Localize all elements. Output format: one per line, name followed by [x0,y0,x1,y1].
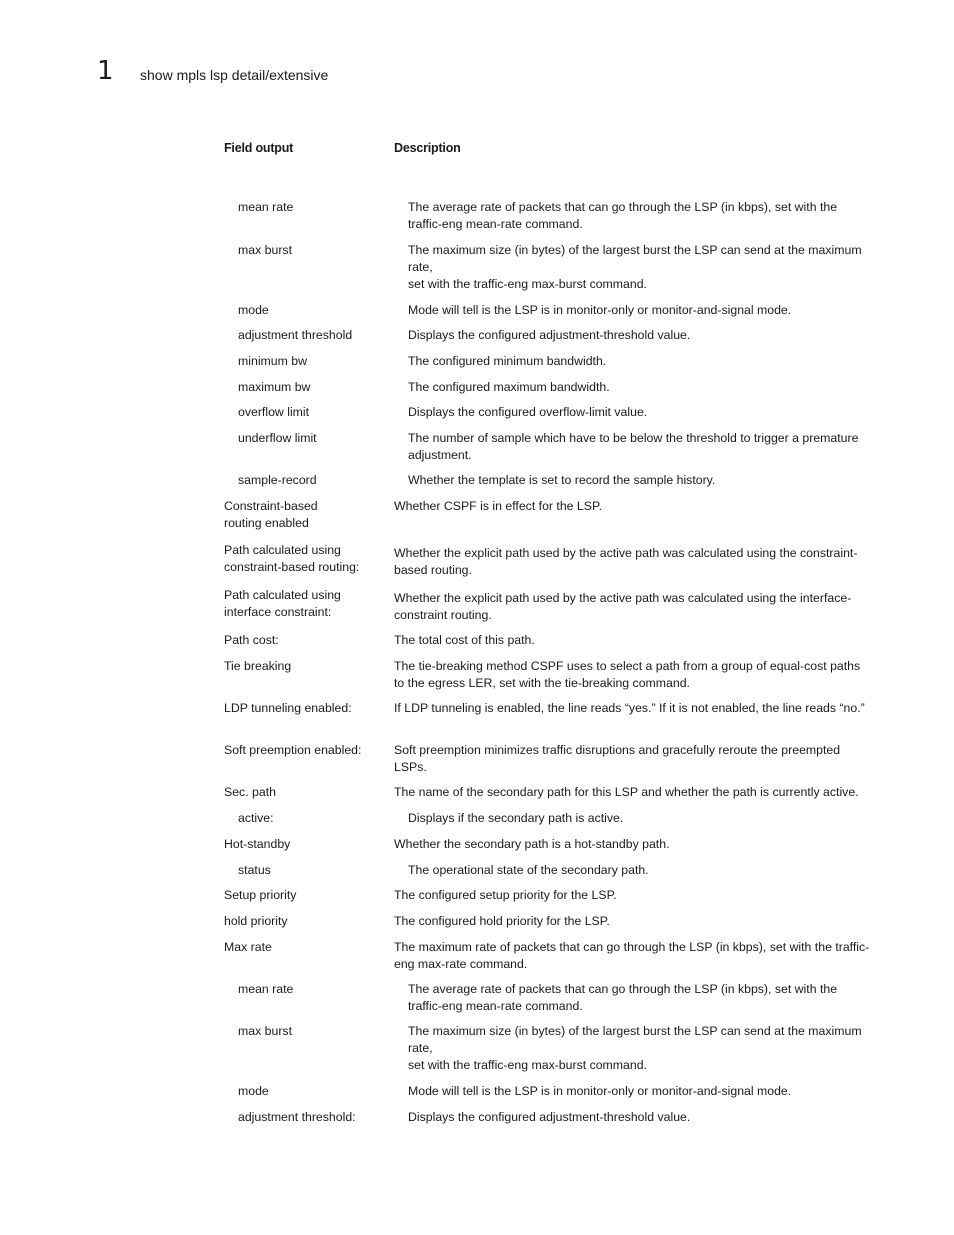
field-description [408,327,870,344]
description-line: The configured maximum bandwidth. [408,380,610,394]
description-line: The total cost of this path. [394,633,535,647]
description-line: Whether the explicit path used by the active path was calculated using the interface-constraint routing. [394,591,852,622]
field-name-line: Sec. path [224,785,276,799]
field-name-line: Hot-standby [224,837,291,851]
field-description [408,1109,870,1126]
field-name [224,404,408,421]
table-row [224,784,870,801]
field-name [224,1023,408,1040]
table-row [224,658,870,692]
column-header-description: Description [394,141,461,155]
description-line: set with the traffic-eng max-burst command. [408,1058,647,1072]
description-line: The maximum size (in bytes) of the largest burst the LSP can send at the maximum rate, [408,1024,862,1055]
field-description [394,498,870,515]
field-name [224,887,394,904]
description-line: The number of sample which have to be below the threshold to trigger a premature adjustment. [408,431,859,462]
field-description [408,379,870,396]
description-line: The tie-breaking method CSPF uses to select a path from a group of equal-cost paths to the egress LER, set with the tie-breaking command. [394,659,861,690]
field-name [224,199,408,216]
field-name-line: Path cost: [224,633,279,647]
field-description [408,810,870,827]
field-description [394,632,870,649]
field-name [224,784,394,801]
field-name [224,836,394,853]
description-line: The name of the secondary path for this LSP and whether the path is currently active. [394,785,859,799]
field-name [224,472,408,489]
field-name-line: routing enabled [224,516,309,530]
table-row [224,810,870,827]
field-description [408,981,870,1015]
description-line: set with the traffic-eng max-burst command. [408,277,647,291]
field-name-line: adjustment threshold [238,328,353,342]
field-description [408,862,870,879]
field-name [224,1083,408,1100]
column-header-field: Field output [224,141,294,155]
field-name-line: minimum bw [238,354,308,368]
field-name-line: active: [238,811,274,825]
field-name-line: sample-record [238,473,317,487]
field-name [224,862,408,879]
field-name-line: Constraint-based [224,499,318,513]
description-line: Whether the secondary path is a hot-standby path. [394,837,670,851]
table-row [224,327,870,344]
field-name [224,939,394,956]
description-line: The average rate of packets that can go through the LSP (in kbps), set with the traffic-eng mean-rate command. [408,200,838,231]
field-name-line: hold priority [224,914,288,928]
field-name-line: max burst [238,243,292,257]
field-name-line: Max rate [224,940,272,954]
field-name-line: Path calculated using [224,588,341,602]
description-line: The maximum size (in bytes) of the largest burst the LSP can send at the maximum rate, [408,243,862,274]
table-row [224,1109,870,1126]
field-name [224,1109,408,1126]
field-description [408,430,870,464]
field-name [224,913,394,930]
table-row [224,836,870,853]
table-row [224,939,870,973]
field-name-line: Path calculated using [224,543,341,557]
field-name-line: mean rate [238,200,294,214]
field-description [394,658,870,692]
description-line: The operational state of the secondary path. [408,863,649,877]
field-name-line: mode [238,1084,269,1098]
field-description [394,700,870,717]
field-name-line: Setup priority [224,888,297,902]
field-name [224,700,394,717]
field-description [394,587,870,624]
description-line: Displays the configured overflow-limit value. [408,405,648,419]
table-header [224,140,870,157]
field-name-line: adjustment threshold: [238,1110,356,1124]
field-name-line: overflow limit [238,405,310,419]
field-name-line: interface constraint: [224,605,332,619]
field-description [394,836,870,853]
field-description [408,242,870,293]
table-row [224,1023,870,1074]
table-row [224,700,870,717]
field-description [394,742,870,776]
field-name [224,327,408,344]
field-name-line: underflow limit [238,431,317,445]
field-description [408,404,870,421]
running-title: show mpls lsp detail/extensive [140,67,329,83]
field-name-line: Soft preemption enabled: [224,743,362,757]
table-row [224,1083,870,1100]
field-name [224,542,394,576]
field-description [408,302,870,319]
field-name [224,242,408,259]
table-row [224,632,870,649]
field-name-line: Tie breaking [224,659,292,673]
table-row [224,242,870,293]
field-name [224,587,394,621]
field-description [408,199,870,233]
description-line: Mode will tell is the LSP is in monitor-only or monitor-and-signal mode. [408,1084,792,1098]
table-row [224,887,870,904]
description-line: Displays the configured adjustment-threshold value. [408,1110,691,1124]
field-name-line: maximum bw [238,380,311,394]
description-line: Soft preemption minimizes traffic disruptions and gracefully reroute the preempted LSPs. [394,743,841,774]
field-name [224,498,394,532]
table-row [224,913,870,930]
table-row [224,472,870,489]
field-description [408,472,870,489]
description-line: The configured minimum bandwidth. [408,354,607,368]
field-description [394,542,870,579]
field-output-table [224,140,870,1124]
field-description [408,1023,870,1074]
description-line: Whether the template is set to record the sample history. [408,473,716,487]
field-name-line: mean rate [238,982,294,996]
field-name [224,810,408,827]
field-description [394,913,870,930]
field-name-line: max burst [238,1024,292,1038]
field-description [394,939,870,973]
description-line: The configured hold priority for the LSP. [394,914,610,928]
field-name [224,658,394,675]
field-description [408,1083,870,1100]
table-row [224,302,870,319]
field-name [224,632,394,649]
field-name [224,981,408,998]
field-description [394,887,870,904]
table-row [224,498,870,532]
table-row [224,430,870,464]
field-name-line: status [238,863,271,877]
description-line: Whether CSPF is in effect for the LSP. [394,499,603,513]
chapter-number: 1 [97,56,114,86]
description-line: If LDP tunneling is enabled, the line reads “yes.” If it is not enabled, the line reads “no.” [394,701,865,715]
table-row [224,981,870,1015]
description-line: Mode will tell is the LSP is in monitor-only or monitor-and-signal mode. [408,303,792,317]
field-name [224,742,394,759]
table-row [224,587,870,624]
table-row [224,353,870,370]
description-line: Whether the explicit path used by the active path was calculated using the constraint-based routing. [394,546,858,577]
field-name-line: constraint-based routing: [224,560,360,574]
field-name [224,302,408,319]
field-name [224,430,408,447]
field-name-line: mode [238,303,269,317]
table-row [224,379,870,396]
table-row [224,199,870,233]
table-row [224,542,870,579]
field-name [224,353,408,370]
field-description [394,784,870,801]
field-description [408,353,870,370]
table-row [224,742,870,776]
description-line: The configured setup priority for the LSP. [394,888,617,902]
field-name [224,379,408,396]
description-line: Displays if the secondary path is active. [408,811,624,825]
table-row [224,862,870,879]
description-line: Displays the configured adjustment-threshold value. [408,328,691,342]
description-line: The maximum rate of packets that can go through the LSP (in kbps), set with the traffic-eng max-rate command. [394,940,870,971]
field-name-line: LDP tunneling enabled: [224,701,352,715]
description-line: The average rate of packets that can go through the LSP (in kbps), set with the traffic-eng mean-rate command. [408,982,838,1013]
table-row [224,404,870,421]
